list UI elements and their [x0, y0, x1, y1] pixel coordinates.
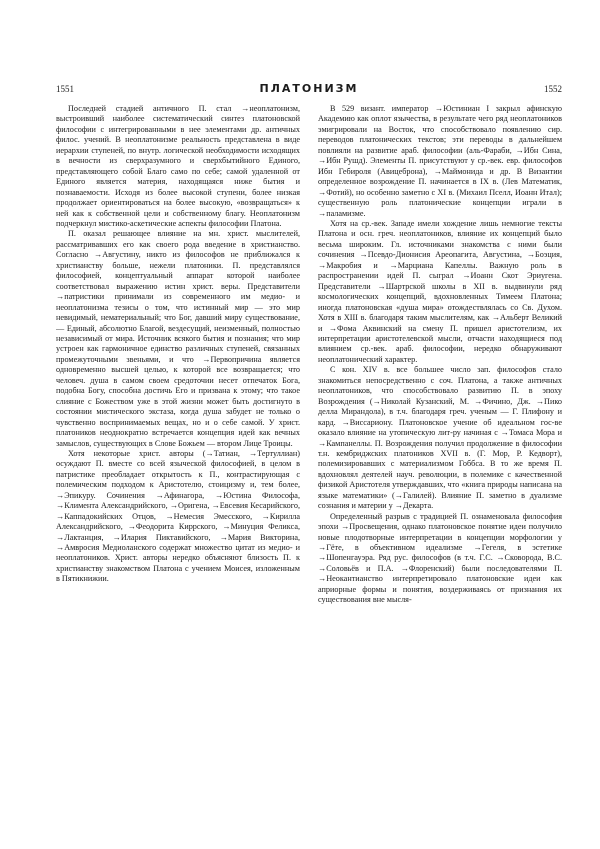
running-head	[56, 84, 562, 98]
paragraph: В 529 визант. император →Юстиниан I закрыл афинскую Академию как оплот язычества, в результате чего ряд неоплатоников эмигрировали на Восток, что способствовало появлению сир. переводов платонических текстов; эти переводы в дальнейшем повлияли на развитие араб. философии (аль-Фараби, →Ибн Сина, →Ибн Рушд). Элементы П. присутствуют у ср.-век. евр. философов Ибн Гебироля (Авицеброна), →Маймонида и др. В Византии определенное возрождение П. начинается в IX в. (Лев Математик, →Фотий), но особенно заметно с XI в. (Михаил Пселл, Иоанн Итал); существенную роль платонические концепции играли в →паламизме.	[318, 104, 562, 218]
page-number-right: 1552	[544, 84, 562, 94]
paragraph: С кон. XIV в. все большее число зап. философов стало знакомиться непосредственно с соч. Платона, а также античных неоплатоников, что способствовало развитию П. в эпоху Возрождения (→Николай Кузанский, М. →Фичино, Дж. →Пико делла Мирандола), в т.ч. благодаря греч. ученым — Г. Плифону и кард. →Виссариону. Платоновское учение об идеальном гос-ве оказало влияние на утопическую лит-ру начиная с →Томаса Мора и →Кампанеллы. П. Возрождения получил продолжение в философии т.н. кембриджских платоников XVII в. (Г. Мор, Р. Кедворт), полемизировавших с материализмом Гоббса. В то же время П. вдохновлял деятелей науч. революции, в полемике с качественной физикой Аристотеля утверждавших, что «книга природы написана на языке математики» (→Галилей). Влияние П. заметно в дуализме сознания и материи у →Декарта.	[318, 365, 562, 511]
right-column	[318, 104, 562, 832]
paragraph: П. оказал решающее влияние на мн. христ. мыслителей, рассматривавших его как своего рода введение в христианство. Согласно →Августину, никто из философов не приближался к христианству больше, нежели платоники. П. представлялся философией, концептуальный аппарат которой наиболее соответствовал выражению истин христ. веры. Представители →патристики принимали из современного им медио- и неоплатонизма тезисы о том, что истинный мир — это мир невидимый, нематериальный; что Бог, давший миру существование, — Единый, абсолютно Благой, вездесущий, неизменный, полностью независимый от мира. Источник всякого бытия и познания; что мир устроен как гармоничное единство различных ступеней, связанных промежуточными звеньями, и что →Первопричина является одновременно высшей целью, к которой все возвращается; что человеч. душа в самом своем средоточии несет отпечаток Бога, подобна Богу, способна достичь Его и призвана к этому; что такое слияние с Божеством уже в этой жизни может быть достигнуто в состоянии мистического экстаза, когда душа забудет не только о чувственно воспринимаемых вещах, но и о себе самой. У христ. платоников неоднократно встречается концепция идей как вечных замыслов, существующих в Слове Божьем — втором Лице Троицы.	[56, 229, 300, 448]
entry-title: ПЛАТОНИЗМ	[259, 82, 359, 95]
paragraph: Последней стадией античного П. стал →неоплатонизм, выстроивший наиболее систематический синтез платоновской философии с интегрированными в нее элементами др. античных филос. учений. В неоплатонизме реальность представлена в виде иерархии ступеней, по внутр. логической необходимости исходящих в вечности из сверхразумного и сверхбытийного Единого, представляющего собой Благо само по себе; самой удаленной от Единого является материя, находящаяся ниже бытия и познаваемости. Исходя из более высокой ступени, более низкая продолжает ориентироваться на более высокую, «возвращаться» к ней как к собственной цели и собственному благу. Неоплатонизм подчеркнул мистико-аскетические аспекты философии Платона.	[56, 104, 300, 228]
paragraph: Хотя некоторые христ. авторы (→Татиан, →Тертуллиан) осуждают П. вместе со всей языческой философией, в целом в патристике преобладает открытость к П., контрастирующая с полемическим подходом к Аристотелю, стоицизму и, тем более, →Эпикуру. Сочинения →Афинагора, →Юстина Философа, →Климента Александрийского, →Оригена, →Евсевия Кесарийского, →Каппадокийских Отцов, →Немесия Эмесского, →Кирилла Александрийского, →Феодорита Киррского, →Минуция Феликса, →Лактанция, →Илария Пиктавийского, →Мария Викторина, →Амвросия Медиоланского содержат множество цитат из медио- и неоплатоников. Христ. авторы нередко объясняют близость П. к христианству знакомством Платона с учением Моисея, изложенным в Пятикнижии.	[56, 448, 300, 584]
paragraph: Хотя на ср.-век. Западе имели хождение лишь немногие тексты Платона и осн. греч. неоплатоников, влияние их концепций было весьма широким. Гл. источниками знакомства с ними были сочинения →Псевдо-Дионисия Ареопагита, Августина, →Боэция, →Макробия и →Марциана Капеллы. Важную роль в распространении идей П. сыграл →Иоанн Скот Эриугена. Представители →Шартрской школы в XII в. выдвинули ряд космологических концепций, вдохновленных Тимеем Платона; иногда платоновская «душа мира» отождествлялась со Св. Духом. Хотя в XIII в. благодаря таким мыслителям, как →Альберт Великий и →Фома Аквинский на смену П. пришел аристотелизм, их интерпретации аристотелевской мысли, отчасти находящиеся под влиянием ср.-век. араб. философии, нередко обнаруживают неоплатонический характер.	[318, 218, 562, 364]
paragraph: Определенный разрыв с традицией П. ознаменовала философия эпохи →Просвещения, однако платоновское понятие идеи получило новые плодотворные интерпретации в концепции морфологии у →Гёте, в объективном идеализме →Гегеля, в эстетике →Шопенгауэра. Ряд рус. философов (в т.ч. Г.С. →Сковорода, В.С. →Соловьёв и П.А. →Флоренский) были последователями П. →Неокантианство интерпретировало платоновские идеи как априорные формы и понятия, воздерживаясь от признания их существования вне мысля-	[318, 511, 562, 605]
left-column	[56, 104, 300, 832]
text-columns	[56, 104, 562, 832]
page-number-left: 1551	[56, 84, 74, 94]
